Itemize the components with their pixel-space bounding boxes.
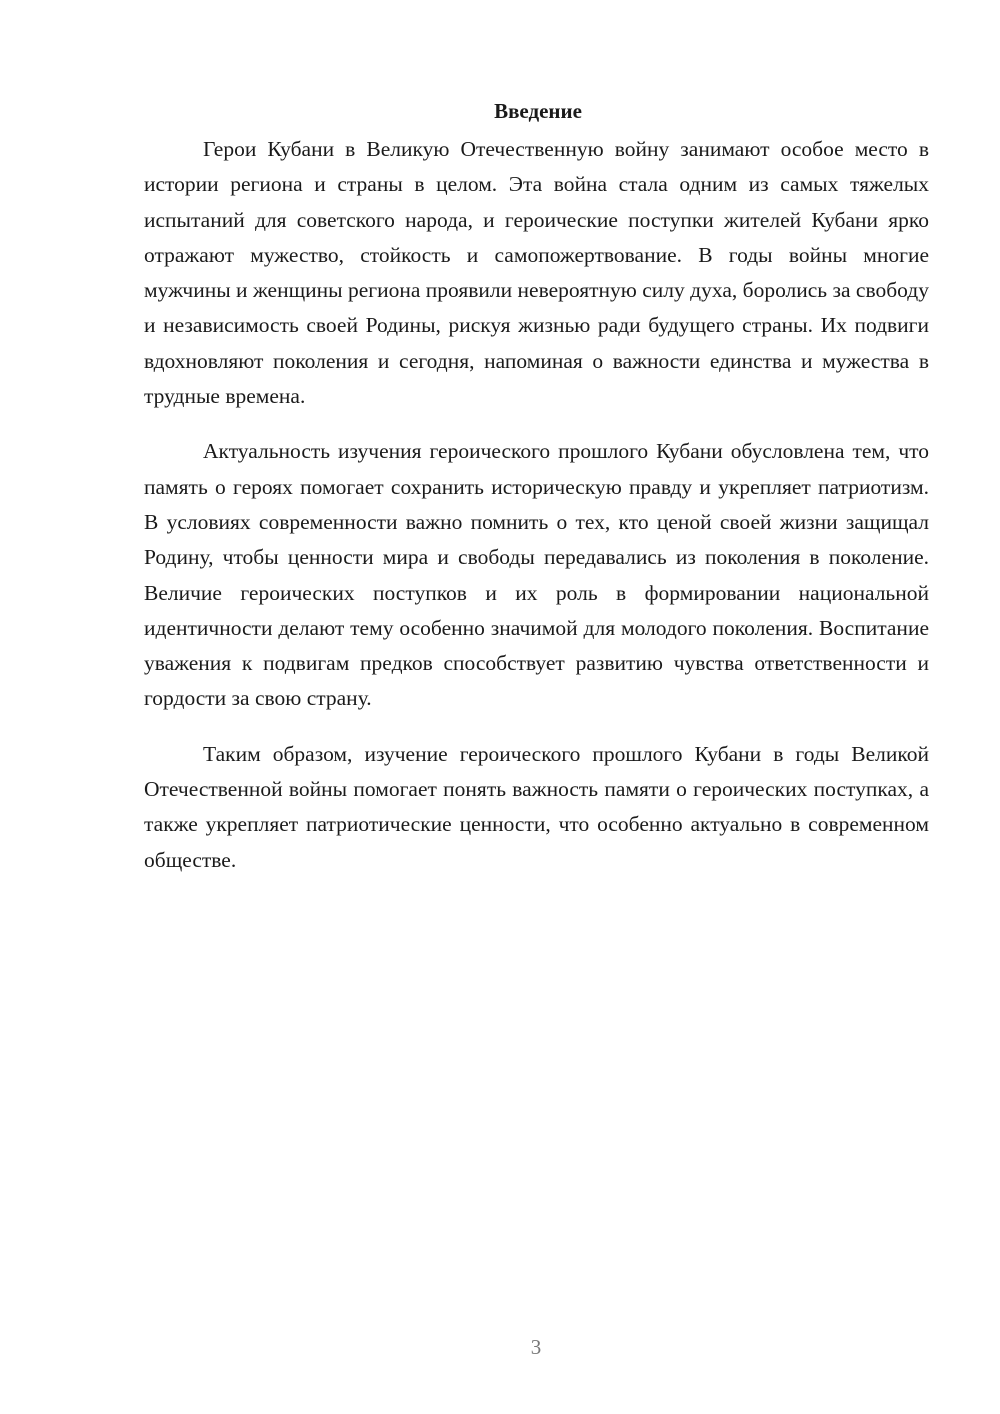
section-heading: Введение: [494, 99, 582, 123]
page-number: 3: [530, 1335, 542, 1359]
paragraph-2: Актуальность изучения героического прошлого Кубани обусловлена тем, что память о героях помогает сохранить историческую правду и укрепляет патриотизм. В условиях современности важно помнить о тех, кто ценой своей жизни защищал Родину, чтобы ценности мира и свободы передавались из поколения в поколение. Величие героических поступков и их роль в формировании национальной идентичности делают тему особенно значимой для молодого поколения. Воспитание уважения к подвигам предков способствует развитию чувства ответственности и гордости за свою страну.: [144, 439, 929, 711]
paragraph-1: Герои Кубани в Великую Отечественную войну занимают особое место в истории региона и страны в целом. Эта война стала одним из самых тяжелых испытаний для советского народа, и героические поступки жителей Кубани ярко отражают мужество, стойкость и самопожертвование. В годы войны многие мужчины и женщины региона проявили невероятную силу духа, боролись за свободу и независимость своей Родины, рискуя жизнью ради будущего страны. Их подвиги вдохновляют поколения и сегодня, напоминая о важности единства и мужества в трудные времена.: [144, 137, 929, 409]
paragraph-3: Таким образом, изучение героического прошлого Кубани в годы Великой Отечественной войны помогает понять важность памяти о героических поступках, а также укрепляет патриотические ценности, что особенно актуально в современном обществе.: [144, 741, 929, 872]
document-body: [144, 96, 929, 898]
